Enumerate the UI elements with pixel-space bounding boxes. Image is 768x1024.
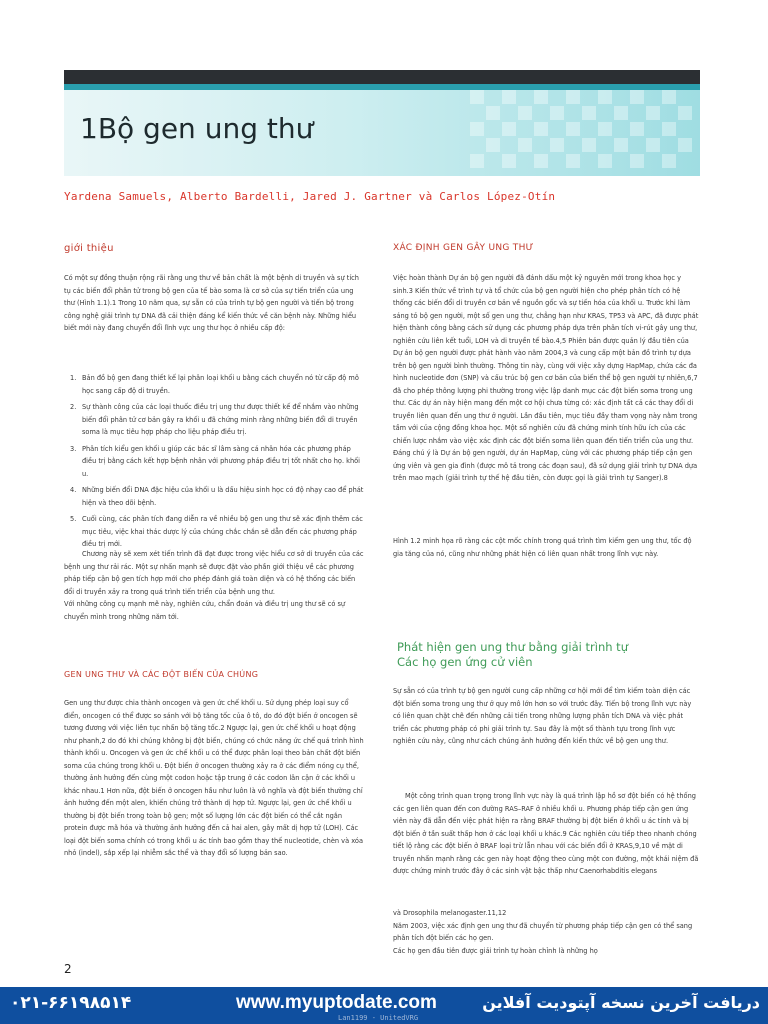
discovery-paragraph-2: Một công trình quan trọng trong lĩnh vực này là quá trình lập hồ sơ đột biến có hệ thống các gen liên quan đến con đường RAS–RAF ở nhiều khối u. Phương pháp tiếp cận gen ứng viên này đã dẫn đến việc phát hiện ra rằng BRAF thường bị đột biến ở khối u ác tính và bị đột biến ở tần suất thấp hơn ở các loại khối u khác.9 Các nghiên cứu tiếp theo nhanh chóng tiết lộ rằng các đột biến ở BRAF loại trừ lẫn nhau với các biến đổi ở KRAS,9,10 về mặt di truyền nhấn mạnh rằng các gen này hoạt động theo cùng một con đường, một khái niệm đã được chứng minh trước đây ở các sinh vật bậc thấp như Caenorhabditis elegans xyxy=(393,792,699,875)
grid-pattern-decoration xyxy=(470,90,700,176)
list-item: 4. Những biến đổi DNA đặc hiệu của khối u là dấu hiệu sinh học có độ nhạy cao để phát hiện và theo dõi bệnh. xyxy=(70,486,364,507)
intro-heading: giới thiệu xyxy=(64,243,114,254)
page-number: 2 xyxy=(64,962,72,976)
genes-heading: GEN UNG THƯ VÀ CÁC ĐỘT BIẾN CỦA CHÚNG xyxy=(64,670,259,679)
list-item: 2. Sự thành công của các loại thuốc điều trị ung thư được thiết kế để nhắm vào những biến đổi phân tử cơ bản gây ra khối u đã chứng minh rằng những biến đổi di truyền soma là mục tiêu hợp pháp cho liệu pháp điều trị. xyxy=(70,403,359,436)
intro-paragraph-1: Có một sự đồng thuận rộng rãi rằng ung thư về bản chất là một bệnh di truyền và sự tích tụ các biến đổi phân tử trong bộ gen của tế bào soma là cơ sở của sự tiến triển của ung thư (Hình 1.1).1 Trong 10 năm qua, sự sẵn có của trình tự bộ gen người và tiến bộ trong công nghệ giải trình tự DNA đã cải thiện đáng kể kiến thức về căn bệnh này. Những hiểu biết mới này đang chuyển đổi lĩnh vực ung thư học ở nhiều cấp độ: xyxy=(64,274,359,332)
identification-paragraph-1: Việc hoàn thành Dự án bộ gen người đã đánh dấu một kỷ nguyên mới trong khoa học y sinh.3 Kiến thức về trình tự và tổ chức của bộ gen người hiện cho phép phân tích có hệ thống các biến đổi di truyền cơ bản về nguồn gốc và sự tiến hóa của khối u. Trước khi làm sáng tỏ bộ gen người, một số gen ung thư, chẳng hạn như KRAS, TP53 và APC, đã được phát hiện thành công bằng cách sử dụng các phương pháp dựa trên phân tích vi-rút gây ung thư, nghiên cứu liên kết tuổi, LOH và di truyền tế bào.4,5 Phiên bản được quản lý đầu tiên của Dự án bộ gen người được phát hành vào năm 2004,3 và cung cấp một bản đồ trình tự dựa trên bộ gen người bình thường. Thông tin này, cùng với việc xây dựng HapMap, chứa các đa hình nucleotide đơn (SNP) và cấu trúc bộ gen cơ bản của biến thể bộ gen người tự nhiên,6,7 đã cho phép thông lượng phi thường trong việc lập danh mục các đột biến soma trong ung thư. Các dự án này hiện mang đến một cơ hội chưa từng có: xác định tất cả các thay đổi di truyền liên quan đến ung thư ở người. Lần đầu tiên, mục tiêu đầy tham vọng này nằm trong tầm với của cộng đồng khoa học. Một số nghiên cứu đã chứng minh tính hữu ích của các chiến lược nhắm vào việc xác định các đột biến soma liên quan đến tiến triển của ung thư. Đáng chú ý là Dự án bộ gen người, dự án HapMap, cùng với các phương pháp tiếp cận gen ứng viên và gen gia đình (được mô tả trong các đoạn sau), đã sử dụng giải trình tự DNA dựa trên mao mạch (giải trình tự thế hệ đầu tiên, còn được gọi là giải trình tự Sanger).8 xyxy=(393,274,699,482)
identification-heading: XÁC ĐỊNH GEN GÂY UNG THƯ xyxy=(393,243,534,253)
intro-paragraph-2: Chương này sẽ xem xét tiến trình đã đạt được trong việc hiểu cơ sở di truyền của các bệnh ung thư rải rác. Một sự nhấn mạnh sẽ được đặt vào phần giới thiệu về các phương pháp tiếp cận bộ gen tích hợp mới cho phép đánh giá toàn diện và có hệ thống các biến đổi di truyền xảy ra trong quá trình tiến triển của bệnh ung thư. Với những công cụ mạnh mẽ này, nghiên cứu, chẩn đoán và điều trị ung thư sẽ có sự chuyển mình trong những năm tới. xyxy=(64,550,364,621)
genes-paragraph: Gen ung thư được chia thành oncogen và gen ức chế khối u. Sử dụng phép loại suy cổ điển, oncogen có thể được so sánh với bộ tăng tốc của ô tô, do đó đột biến ở oncogen sẽ tương đương với việc liên tục nhấn bộ tăng tốc.2 Ngược lại, gen ức chế khối u hoạt động như phanh,2 do đó khi chúng không bị đột biến, chúng có chức năng ức chế quá trình hình thành khối u. Oncogen và gen ức chế khối u có thể được phân loại theo bản chất đột biến soma của chúng trong khối u. Đột biến ở oncogen thường xảy ra ở các điểm nóng cụ thể, thường ảnh hưởng đến cùng một codon hoặc tập trung ở các codon lân cận ở các khối u khác nhau.1 Hơn nữa, đột biến ở oncogen hầu như luôn là vô nghĩa và đột biến thường chỉ ảnh hưởng đến một alen, khiến chúng trở thành dị hợp tử. Ngược lại, gen ức chế khối u thường bị đột biến trong toàn bộ gen; một số lượng lớn các đột biến có thể cắt ngắn protein được mã hóa và thường ảnh hưởng đến cả hai alen, gây mất dị hợp tử (LOH). Các loại đột biến soma chính có trong khối u ác tính bao gồm thay thế nucleotide, chèn và xóa nhỏ (indel), sắp xếp lại nhiễm sắc thể và thay đổi số lượng bản sao. xyxy=(64,699,364,857)
footer-phone: ۰۲۱-۶۶۱۹۸۵۱۴ xyxy=(10,993,132,1013)
footer-slogan: دریافت آخرین نسخه آپتودیت آفلاین xyxy=(482,993,760,1012)
authors-line: Yardena Samuels, Alberto Bardelli, Jared J. Gartner và Carlos López-Otín xyxy=(64,190,556,203)
footer-small-text: Lan1199 - UnitedVRG xyxy=(338,1014,419,1022)
intro-list xyxy=(64,372,364,555)
discovery-heading: Phát hiện gen ung thư bằng giải trình tự Các họ gen ứng cử viên xyxy=(397,640,628,669)
footer-url-link[interactable]: www.myuptodate.com xyxy=(236,992,437,1013)
list-item: 3. Phân tích kiểu gen khối u giúp các bác sĩ lâm sàng cá nhân hóa các phương pháp điều trị bằng cách kết hợp bệnh nhân với phương pháp điều trị tốt nhất cho họ. khối u. xyxy=(70,444,360,478)
list-item: 1. Bản đồ bộ gen đang thiết kế lại phân loại khối u bằng cách chuyển nó từ cấp độ mô học sang cấp độ di truyền. xyxy=(70,374,359,395)
header-dark-bar xyxy=(64,70,700,84)
discovery-paragraph-1: Sự sẵn có của trình tự bộ gen người cung cấp những cơ hội mới để tìm kiếm toàn diện các đột biến soma trong ung thư ở quy mô lớn hơn so với trước đây. Tiến bộ trong lĩnh vực này có liên quan chặt chẽ đến những cải tiến trong những lượng phân tích DNA và việc phát triển các phương pháp có phi giải trình tự. Sau đây là một số thành tựu trong lĩnh vực nghiên cứu này, cũng như cách chúng ảnh hưởng đến kiến thức về bộ gen ung thư. xyxy=(393,687,692,745)
list-item: 5. Cuối cùng, các phân tích đang diễn ra về nhiều bộ gen ung thư sẽ xác định thêm các mục tiêu, việc khai thác dược lý của chúng chắc chắn sẽ dẫn đến các phương pháp điều trị mới. xyxy=(70,515,363,548)
chapter-title: 1Bộ gen ung thư xyxy=(80,112,314,145)
discovery-paragraph-3: và Drosophila melanogaster.11,12 Năm 2003, việc xác định gen ung thư đã chuyển từ phương pháp tiếp cận gen có thể sang phân tích đột biến các họ gen. Các họ gen đầu tiên được giải trình tự hoàn chỉnh là những họ xyxy=(393,909,693,955)
identification-paragraph-2: Hình 1.2 minh họa rõ ràng các cột mốc chính trong quá trình tìm kiếm gen ung thư, tốc độ gia tăng của nó, cũng như những phát hiện có liên quan nhất trong lĩnh vực này. xyxy=(393,537,692,558)
